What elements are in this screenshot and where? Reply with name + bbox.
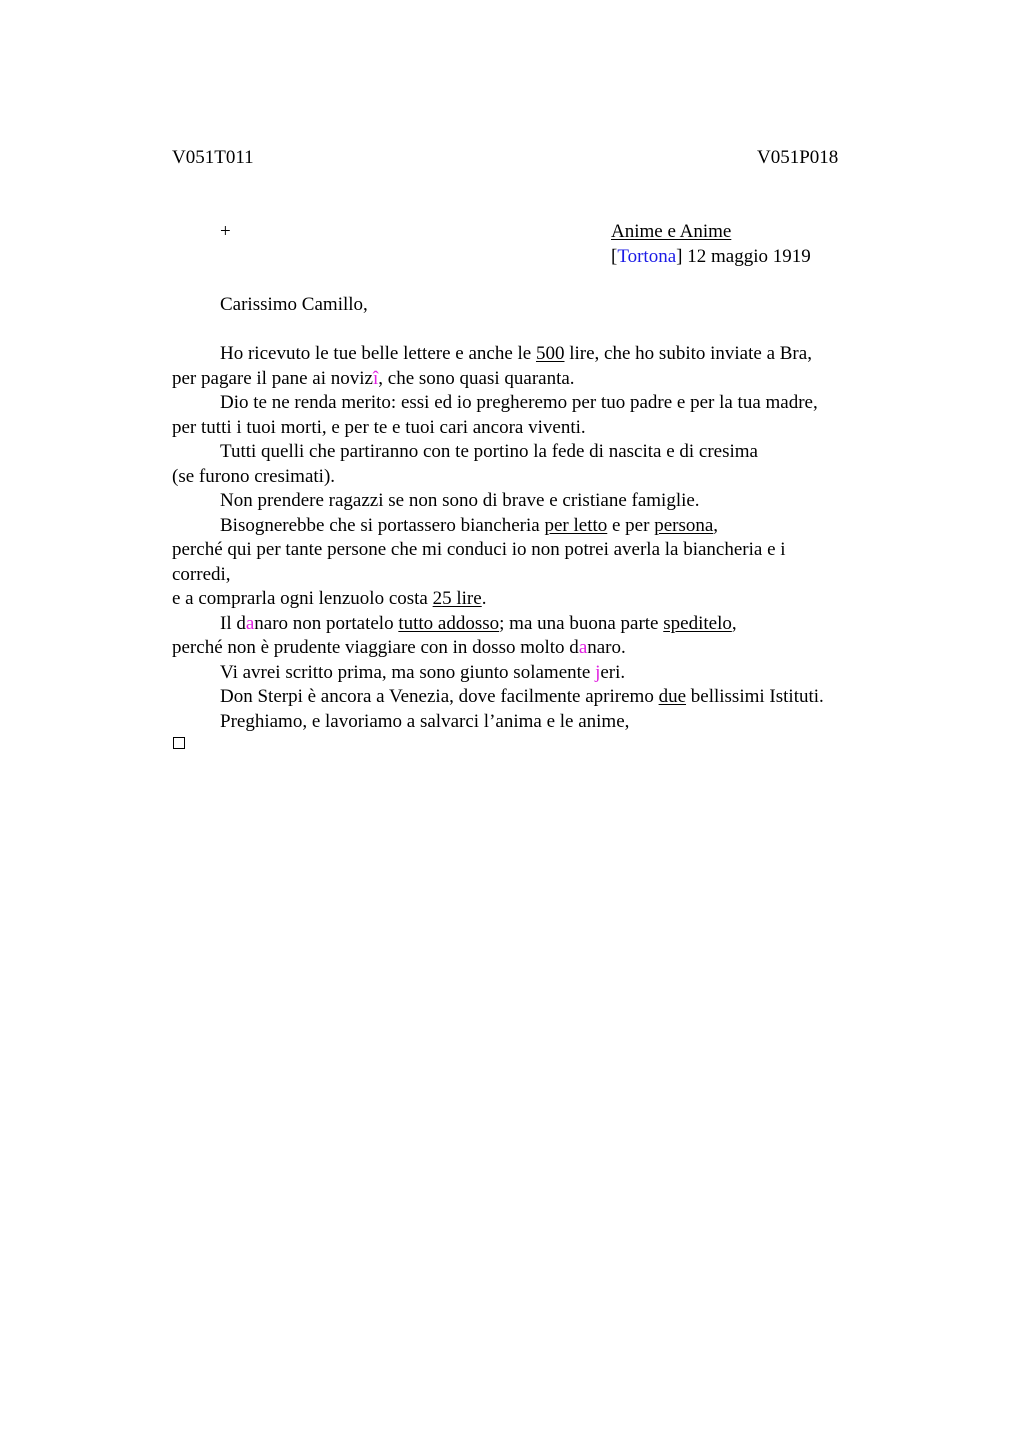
letter-title: Anime e Anime: [611, 221, 732, 242]
amount-500: 500: [535, 343, 565, 364]
paragraph-3-line-1: Tutti quelli che partiranno con te portino la fede di nascita e di cresima: [220, 441, 758, 462]
letter-place: Tortona: [617, 245, 677, 267]
text-run: e per: [607, 514, 655, 536]
paragraph-7: [172, 661, 892, 686]
paragraph-5-line-1: [172, 514, 892, 539]
document-code-left: V051T011: [172, 147, 254, 168]
paragraph-3-line-2: (se furono cresimati).: [172, 465, 336, 487]
text-run: Don Sterpi è ancora a Venezia, dove facilmente apriremo: [220, 686, 659, 707]
letter-place-date: [611, 245, 811, 270]
paragraph-6-line-1: [172, 612, 892, 637]
text-run: .: [481, 588, 487, 609]
paragraph-2-line-2: per tutti i tuoi morti, e per te e tuoi cari ancora viventi.: [172, 416, 586, 438]
letter-date: 12 maggio 1919: [682, 245, 811, 267]
place-bracket-open: [: [611, 245, 618, 267]
paragraph-2-line-1: Dio te ne renda merito: essi ed io pregheremo per tuo padre e per la tua madre,: [220, 392, 818, 413]
text-run: , che sono quasi quaranta.: [378, 367, 575, 389]
text-run: perché non è prudente viaggiare con in dosso molto d: [172, 637, 579, 658]
text-run: e a comprarla ogni lenzuolo costa: [172, 588, 433, 609]
text-run: per pagare il pane ai noviz: [172, 367, 373, 389]
correction-mark: j: [595, 661, 601, 683]
correction-mark: î: [372, 367, 379, 389]
end-box-icon: [173, 737, 185, 749]
text-run: Il d: [220, 612, 246, 634]
underlined-text: 25 lire: [432, 588, 482, 609]
paragraph-5-line-4: [172, 587, 892, 612]
letter-salutation: Carissimo Camillo,: [220, 294, 368, 315]
underlined-text: due: [658, 686, 687, 707]
paragraph-1-line-1: [172, 342, 892, 367]
paragraph-8: [172, 685, 892, 710]
text-run: lire, che ho subito inviate a Bra,: [564, 343, 812, 364]
underlined-text: per letto: [544, 514, 608, 536]
text-run: ; ma una buona parte: [499, 612, 664, 634]
text-run: Vi avrei scritto prima, ma sono giunto solamente: [220, 661, 596, 683]
text-run: eri.: [600, 661, 626, 683]
cross-symbol: +: [220, 221, 231, 242]
document-code-right: V051P018: [757, 147, 839, 168]
paragraph-5-line-2: perché qui per tante persone che mi conduci io non potrei averla la biancheria e i: [172, 539, 786, 560]
text-run: naro non portatelo: [254, 612, 399, 634]
underlined-text: tutto addosso: [398, 612, 500, 634]
correction-mark: a: [245, 612, 255, 634]
text-run: naro.: [587, 637, 626, 658]
correction-mark: a: [578, 637, 588, 658]
text-run: Bisognerebbe che si portassero biancheria: [220, 514, 545, 536]
text-run: bellissimi Istituti.: [686, 686, 824, 707]
underlined-text: persona: [654, 514, 714, 536]
paragraph-4: Non prendere ragazzi se non sono di brave e cristiane famiglie.: [220, 490, 700, 511]
paragraph-1-line-2: [172, 367, 892, 392]
text-run: ,: [713, 514, 719, 536]
letter-body: [172, 342, 892, 734]
text-run: Ho ricevuto le tue belle lettere e anche le: [220, 343, 536, 364]
letter-heading: [611, 220, 811, 269]
paragraph-5-line-3: corredi,: [172, 563, 231, 585]
paragraph-9: Preghiamo, e lavoriamo a salvarci l’anima e le anime,: [220, 710, 630, 732]
underlined-text: speditelo: [663, 612, 732, 634]
text-run: ,: [731, 612, 737, 634]
paragraph-6-line-2: [172, 636, 892, 661]
place-bracket-close: ]: [676, 245, 683, 267]
